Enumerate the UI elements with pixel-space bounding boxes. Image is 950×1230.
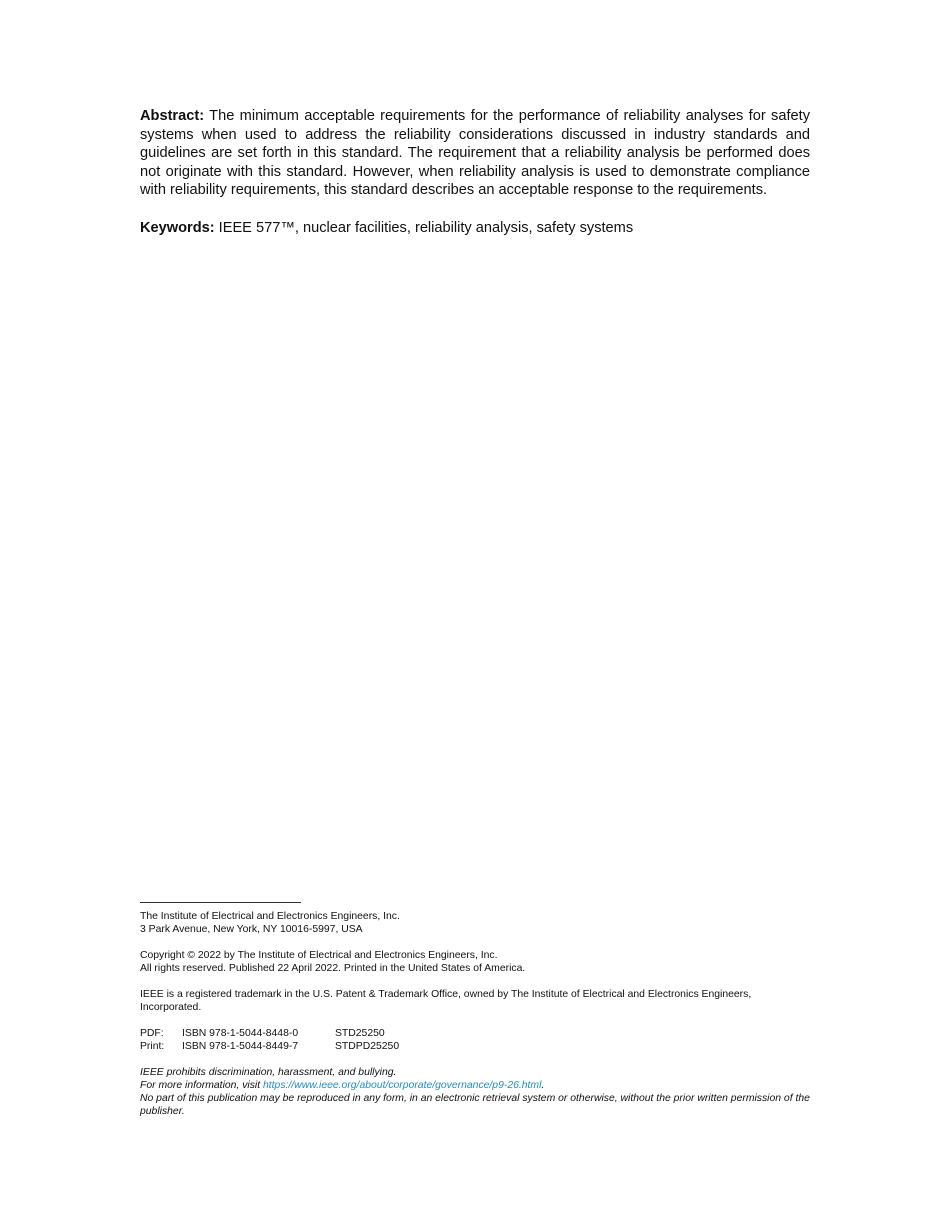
notice-info <box>140 1079 812 1092</box>
keywords-label: Keywords: <box>140 219 215 236</box>
isbn-format: Print: <box>140 1041 165 1052</box>
governance-link[interactable]: https://www.ieee.org/about/corporate/governance/p9-26.html <box>263 1080 542 1091</box>
isbn-code: STDPD25250 <box>335 1041 400 1052</box>
abstract-text: The minimum acceptable requirements for the performance of reliability analyses for safety systems when used to address the reliability considerations discussed in industry standards and guidelines are set forth in this standard. The requirement that a reliability analysis be performed does not originate with this standard. However, when reliability analysis is used to demonstrate compliance with reliability requirements, this standard describes an acceptable response to the requirements. <box>140 108 810 199</box>
publisher-address: 3 Park Avenue, New York, NY 10016-5997, USA <box>140 924 363 935</box>
copyright-line: Copyright © 2022 by The Institute of Electrical and Electronics Engineers, Inc. <box>140 950 498 961</box>
notice-info-suffix: . <box>541 1080 545 1091</box>
notice-discrimination: IEEE prohibits discrimination, harassment, and bullying. <box>140 1067 397 1078</box>
isbn-code: STD25250 <box>335 1028 385 1039</box>
isbn-number: ISBN 978-1-5044-8448-0 <box>182 1028 299 1039</box>
publisher-name: The Institute of Electrical and Electronics Engineers, Inc. <box>140 911 400 922</box>
keywords-text: IEEE 577™, nuclear facilities, reliability analysis, safety systems <box>214 219 634 236</box>
notice-block <box>140 1066 812 1118</box>
abstract-label: Abstract: <box>140 108 205 124</box>
rights-line: All rights reserved. Published 22 April 2022. Printed in the United States of America. <box>140 963 526 974</box>
footer-divider <box>140 902 301 903</box>
abstract-paragraph <box>140 107 810 200</box>
trademark-block <box>140 988 812 1014</box>
copyright-block <box>140 949 812 975</box>
isbn-row-print <box>140 1040 812 1053</box>
document-body <box>140 107 810 238</box>
isbn-block <box>140 1027 812 1053</box>
footer <box>140 902 812 1131</box>
notice-info-prefix: For more information, visit <box>140 1080 263 1091</box>
isbn-number: ISBN 978-1-5044-8449-7 <box>182 1041 299 1052</box>
publisher-block <box>140 910 812 936</box>
keywords-paragraph <box>140 219 810 238</box>
trademark-text: IEEE is a registered trademark in the U.S. Patent & Trademark Office, owned by The Institute of Electrical and Electronics Engineers, Incorporated. <box>140 989 752 1013</box>
isbn-row-pdf <box>140 1027 812 1040</box>
isbn-format: PDF: <box>140 1028 164 1039</box>
notice-reproduction: No part of this publication may be reproduced in any form, in an electronic retrieval system or otherwise, without the prior written permission of the publisher. <box>140 1093 810 1117</box>
